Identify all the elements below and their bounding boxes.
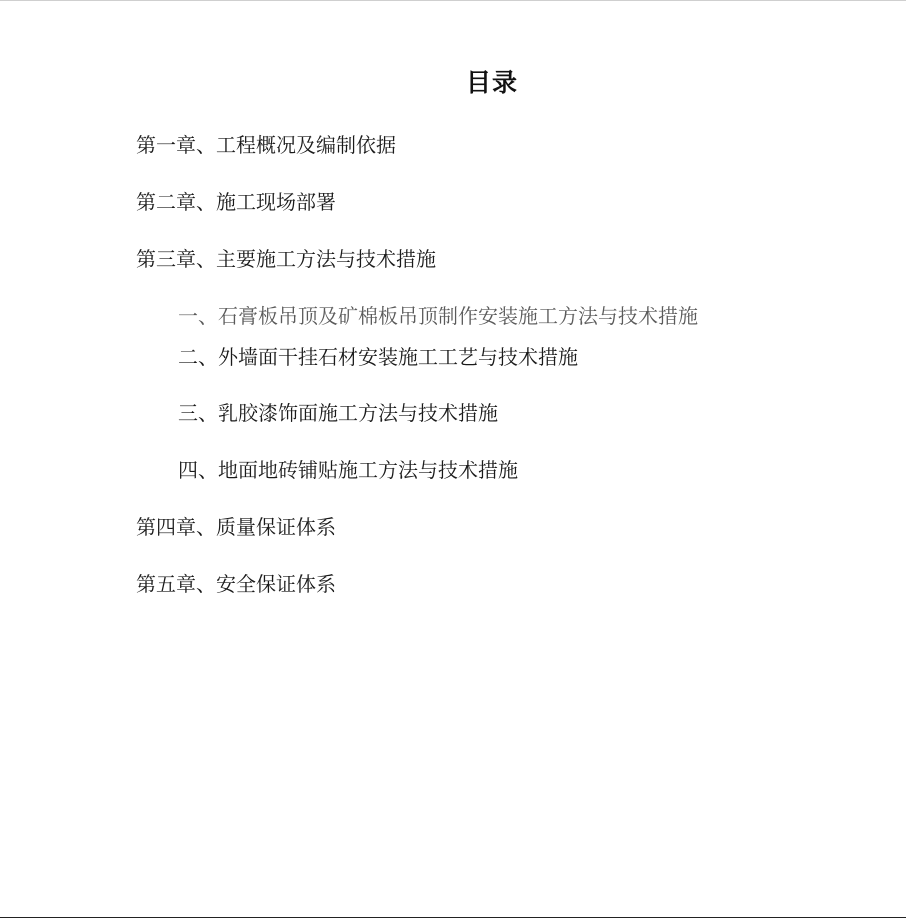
toc-entry-chapter-1: 第一章、工程概况及编制依据: [136, 133, 396, 157]
toc-entry-section-3: 三、乳胶漆饰面施工方法与技术措施: [178, 401, 498, 425]
toc-entry-chapter-3: 第三章、主要施工方法与技术措施: [136, 247, 436, 271]
toc-title: 目录: [465, 68, 518, 97]
toc-entry-chapter-2: 第二章、施工现场部署: [136, 190, 336, 214]
toc-entry-section-2: 二、外墙面干挂石材安装施工工艺与技术措施: [178, 345, 578, 369]
toc-entry-chapter-4: 第四章、质量保证体系: [136, 515, 336, 539]
toc-entry-chapter-5: 第五章、安全保证体系: [136, 572, 336, 596]
toc-entry-section-1: 一、石膏板吊顶及矿棉板吊顶制作安装施工方法与技术措施: [178, 304, 698, 328]
toc-entry-section-4: 四、地面地砖铺贴施工方法与技术措施: [178, 458, 518, 482]
